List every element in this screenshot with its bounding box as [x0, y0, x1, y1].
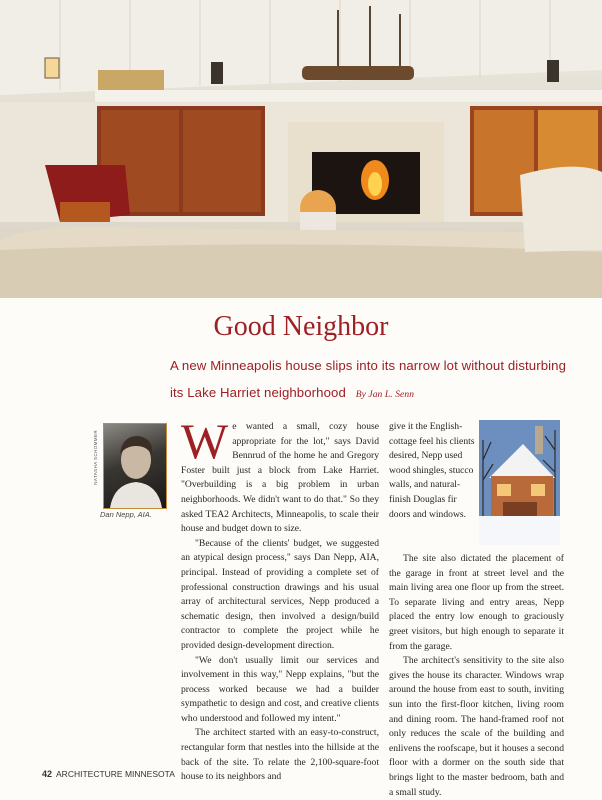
magazine-name: ARCHITECTURE MINNESOTA	[56, 769, 175, 779]
deck-text: A new Minneapolis house slips into its narrow lot without disturbing its Lake Harriet neighborhood	[170, 358, 567, 400]
portrait-caption: Dan Nepp, AIA.	[100, 510, 152, 519]
article-deck	[170, 352, 570, 409]
house-illustration	[479, 420, 560, 545]
page-number: 42	[42, 769, 53, 779]
drop-cap: W	[181, 413, 229, 469]
paragraph-4: The architect started with an easy-to-construct, rectangular form that nestles into the hillside at the back of the site. To relate the 2,100-square-foot house to its neighbors and	[181, 727, 379, 783]
house-exterior-photo	[479, 420, 560, 545]
body-column-2	[389, 552, 564, 800]
paragraph-7: The architect's sensitivity to the site also gives the house its character. Windows wrap around the house from east to south, inviting sun into the first-floor kitchen, living room and dining room. The hand-framed roof not only reduces the scale of the building and enlivens the roofscape, but it houses a second floor with a dormer on the south side that brings light to the master bedroom, bath and a small study.	[389, 655, 564, 798]
byline: By Jan L. Senn	[355, 390, 415, 400]
paragraph-5: give it the English-cottage feel his clients desired, Nepp used wood shingles, stucco walls, and natural-finish Douglas fir doors and windows.	[389, 421, 475, 520]
paragraph-2: "Because of the clients' budget, we suggested an atypical design process," says Dan Nepp, AIA, principal. Instead of providing a complete set of professional construction drawings and his usual array of architectural services, Nepp produced a schematic design, then involved a design/build contractor to complete the project while he provided design-development direction.	[181, 537, 379, 651]
portrait-illustration	[104, 424, 166, 508]
portrait-dan-nepp	[103, 423, 167, 509]
page-folio	[42, 769, 175, 779]
photo-credit: NATASHA SCHOMMER	[93, 430, 98, 485]
body-column-2-top	[389, 420, 475, 522]
paragraph-1: We wanted a small, cozy house appropriate for the lot," says David Bennrud of the home he and Gregory Foster built just a block from Lake Harriet. "Overbuilding is a big problem in urban neighborhoods. We didn't want to do that." So they asked TEA2 Architects, Minneapolis, to scale their house and budget down to size.	[181, 413, 379, 535]
body-column-1	[181, 413, 379, 785]
article-title: Good Neighbor	[213, 311, 389, 342]
hero-photo-living-room	[0, 0, 602, 298]
living-room-illustration	[0, 0, 602, 298]
paragraph-6: The site also dictated the placement of the garage in front at street level and the main living area one floor up from the street. To separate living and entry areas, Nepp placed the entry low enough to graciously greet visitors, but high enough to separate it from the garage.	[389, 553, 564, 652]
paragraph-3: "We don't usually limit our services and involvement in this way," Nepp explains, "but the process worked because we had a builder sympathetic to design and cost, and creative clients who understood and followed my intent."	[181, 654, 379, 724]
